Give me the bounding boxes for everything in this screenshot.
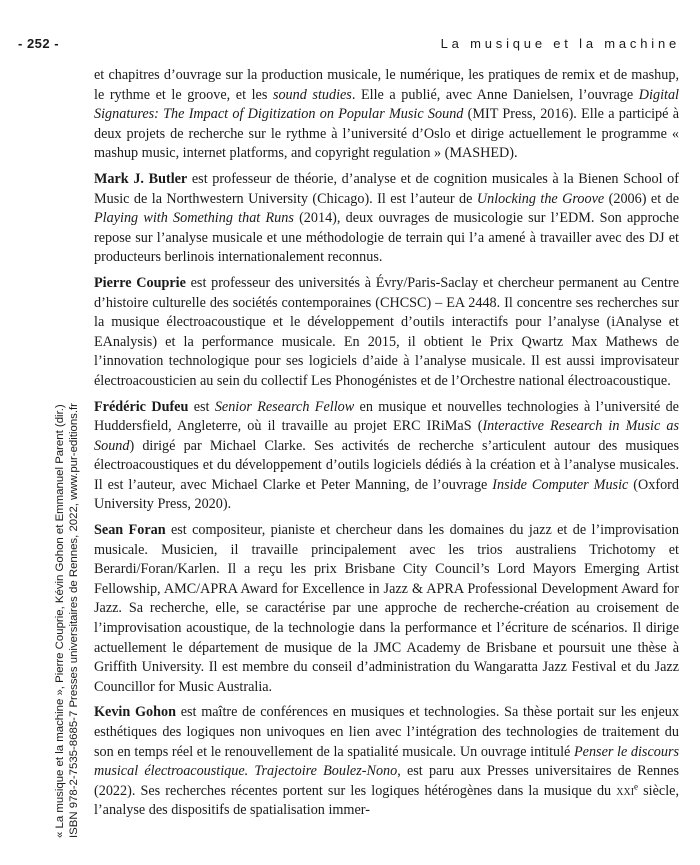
bio-paragraph	[94, 170, 679, 268]
italic-title: Senior Research Fellow	[214, 398, 355, 415]
author-name: Mark J. Butler	[94, 170, 188, 187]
bio-paragraph-continued	[94, 66, 679, 164]
body-text: (2006) et de	[604, 190, 679, 207]
italic-title: Inside Computer Music	[492, 476, 629, 493]
running-title: La musique et la machine	[440, 36, 680, 51]
century-numeral: xxi	[616, 782, 635, 799]
italic-title: Digital Signatures: The Impact of Digitization on Popular Music Sound	[94, 86, 679, 123]
bio-paragraph	[94, 398, 679, 516]
body-text: siècle, l’analyse des dispositifs de spatialisation immer-	[94, 782, 680, 819]
body-text: , est paru aux Presses universitaires de Rennes (2022). Ses recherches récentes portent sur les logiques hétérogènes dans la musique du	[94, 763, 679, 799]
running-header	[18, 36, 680, 56]
body-text: est professeur de théorie, d’analyse et de cognition musicales à la Bienen School of Music de la Northwestern University (Chicago). Il est l’auteur de	[94, 170, 679, 207]
page-number: - 252 -	[18, 36, 60, 51]
copyright-sidebar	[8, 378, 80, 838]
superscript: e	[634, 781, 639, 792]
body-text: est compositeur, pianiste et chercheur dans les domaines du jazz et de l’improvisation musicale. Musicien, il travaille principalement avec les trios australiens Trichotomy et Berardi/Foran/Karlen. Il a reçu les prix Brisbane City Council’s Lord Mayors Emerging Artist Fellowship, AMC/APRA Award for Excellence in Jazz & APRA Professional Development Award for Jazz. Sa recherche, elle, se caractérise par une approche de recherche-création au croisement de l’improvisation acoustique, de la technologie dans la performance et l’écriture de scénarios. Il dirige actuellement le département de musique de la JMC Academy de Brisbane et poursuit une thèse à Griffith University. Il est membre du conseil d’administration du Wangaratta Jazz Festival et du Jazz Councillor for Music Australia.	[94, 522, 679, 695]
body-text: est professeur des universités à Évry/Paris-Saclay et chercheur permanent au Centre d’histoire culturelle des sociétés contemporaines (CHCSC) – EA 2448. Il concentre ses recherches sur la musique électroacoustique et le développement d’outils interactifs pour l’analyse (iAnalyse et EAnalysis) et la performance musicale. En 2015, il obtient le Prix Qwartz Max Mathews de l’innovation technologique pour ses logiciels d’aide à l’analyse musicale. Il est aussi improvisateur électroacousticien au sein du collectif Les Phonogénistes et de l’Orchestre national électroacoustique.	[94, 274, 679, 389]
body-text: ) dirigé par Michael Clarke. Ses activités de recherche s’articulent autour des musiques électroacoustiques et du développement d’outils logiciels dédiés à la création et à l’analyse musicales. Il est l’auteur, avec Michael Clarke et Peter Manning, de l’ouvrage	[94, 437, 679, 493]
italic-title: Penser le discours musical électroacoustique. Trajectoire Boulez-Nono	[94, 743, 679, 780]
author-name: Kevin Gohon	[94, 704, 176, 721]
bio-paragraph	[94, 703, 679, 821]
sidebar-isbn: ISBN 978-2-7535-8685-7 Presses universitaires de Rennes, 2022, www.pur-editions.fr	[67, 403, 80, 838]
italic-title: Interactive Research in Music as Sound	[94, 418, 679, 454]
biographies-text	[94, 66, 679, 827]
italic-title: Playing with Something that Runs	[94, 210, 294, 227]
body-text: et chapitres d’ouvrage sur la production musicale, le numérique, les pratiques de remix et de mashup, le rythme et le groove, et les	[94, 67, 679, 103]
italic-title: sound studies	[272, 86, 352, 103]
body-text: en musique et nouvelles technologies à l’université de Huddersfield, Angleterre, où il travaille au projet ERC IRiMaS (	[94, 398, 679, 435]
author-name: Frédéric Dufeu	[94, 398, 189, 415]
body-text: est	[188, 398, 215, 415]
body-text: . Elle a publié, avec Anne Danielsen, l’ouvrage	[351, 86, 639, 103]
body-text: est maître de conférences en musiques et technologies. Sa thèse portait sur les enjeux esthétiques des logiques non univoques en lien avec l’intégration des technologies de traitement du son en temps réel et le renouvellement de la spatialité musicale. Un ouvrage intitulé	[94, 704, 679, 760]
bio-paragraph	[94, 274, 679, 392]
body-text: (2014), deux ouvrages de musicologie sur l’EDM. Son approche repose sur l’analyse musicale et une méthodologie de terrain qui l’a amené à travailler avec des DJ et producteurs berlinois internationalement reconnus.	[94, 210, 679, 266]
bio-paragraph	[94, 521, 679, 697]
italic-title: Unlocking the Groove	[476, 190, 605, 207]
author-name: Sean Foran	[94, 522, 166, 539]
sidebar-citation: « La musique et la machine », Pierre Couprie, Kévin Gohon et Emmanuel Parent (dir.)	[54, 404, 66, 838]
author-name: Pierre Couprie	[94, 274, 186, 291]
body-text: (MIT Press, 2016). Elle a participé à deux projets de recherche sur le rythme à l’université d’Oslo et dirige actuellement le programme « mashup music, internet platforms, and copyright regulation » (MASHED).	[94, 106, 679, 162]
body-text: (Oxford University Press, 2020).	[94, 476, 679, 513]
